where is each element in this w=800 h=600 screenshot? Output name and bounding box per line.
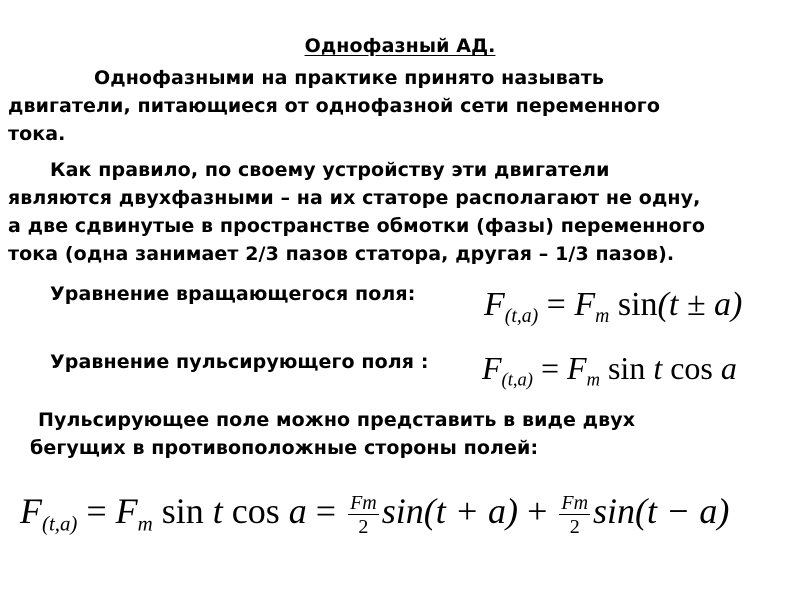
eq2-Fm: F <box>567 350 587 386</box>
eq3-Fm: F <box>115 491 138 531</box>
eq1-F: F <box>484 286 505 323</box>
eq3-plus: + <box>527 491 548 531</box>
rotating-field-equation <box>484 286 742 328</box>
paragraph2-line1: Как правило, по своему устройству эти двигатели <box>50 159 610 181</box>
eq2-t: t <box>653 350 663 386</box>
eq1-sin: sin <box>617 286 658 323</box>
eq2-equals: = <box>540 350 560 386</box>
eq1-Fm: F <box>574 286 596 323</box>
paragraph1-line2: двигатели, питающиеся от однофазной сети переменного <box>8 95 660 117</box>
slide-title: Однофазный АД. <box>304 35 496 57</box>
paragraph2-line4: тока (одна занимает 2/3 пазов статора, другая – 1/3 пазов). <box>8 243 675 265</box>
eq3-sin: sin <box>161 491 204 531</box>
fraction-2-denominator: 2 <box>569 515 580 538</box>
pulsating-field-equation <box>482 350 737 391</box>
rotating-field-label: Уравнение вращающегося поля: <box>50 283 416 305</box>
eq3-F: F <box>20 491 42 531</box>
paragraph3-line2: бегущих в противоположные стороны полей: <box>30 437 539 459</box>
fraction-2 <box>559 493 590 537</box>
eq2-F: F <box>482 350 502 386</box>
fraction-1 <box>348 493 379 537</box>
pulsating-field-label: Уравнение пульсирующего поля : <box>50 351 429 373</box>
eq1-equals: = <box>546 286 566 323</box>
eq2-cos: cos <box>670 350 713 386</box>
paragraph1-line3: тока. <box>8 123 66 145</box>
eq3-Fm-sub: m <box>137 511 153 536</box>
eq3-equals-2: = <box>315 491 337 531</box>
eq3-equals: = <box>86 491 107 531</box>
paragraph1-line1: Однофазными на практике принято называть <box>94 67 604 89</box>
eq1-argument: (t ± a) <box>657 286 743 323</box>
eq1-subscript: (t,a) <box>504 304 539 327</box>
eq3-term1: sin(t + a) <box>381 491 519 531</box>
paragraph3-line1: Пульсирующее поле можно представить в виде двух <box>38 409 636 431</box>
paragraph2-line2: являются двухфазными – на их статоре располагают не одну, <box>8 187 701 209</box>
paragraph2-line3: а две сдвинутые в пространстве обмотки (фазы) переменного <box>8 215 706 237</box>
fraction-1-numerator: Fm <box>350 491 377 514</box>
eq2-sin: sin <box>607 350 646 386</box>
eq3-subscript: (t,a) <box>42 511 78 536</box>
eq3-a: a <box>288 491 307 531</box>
eq3-cos: cos <box>231 491 280 531</box>
fraction-2-numerator: Fm <box>561 491 589 514</box>
eq2-subscript: (t,a) <box>501 369 533 391</box>
eq3-t: t <box>212 491 223 531</box>
fraction-1-denominator: 2 <box>358 515 369 538</box>
eq2-a: a <box>720 350 737 386</box>
eq2-Fm-sub: m <box>586 369 600 391</box>
eq1-Fm-sub: m <box>595 304 610 327</box>
decomposition-equation <box>20 490 729 537</box>
eq3-term2: sin(t − a) <box>593 491 730 531</box>
